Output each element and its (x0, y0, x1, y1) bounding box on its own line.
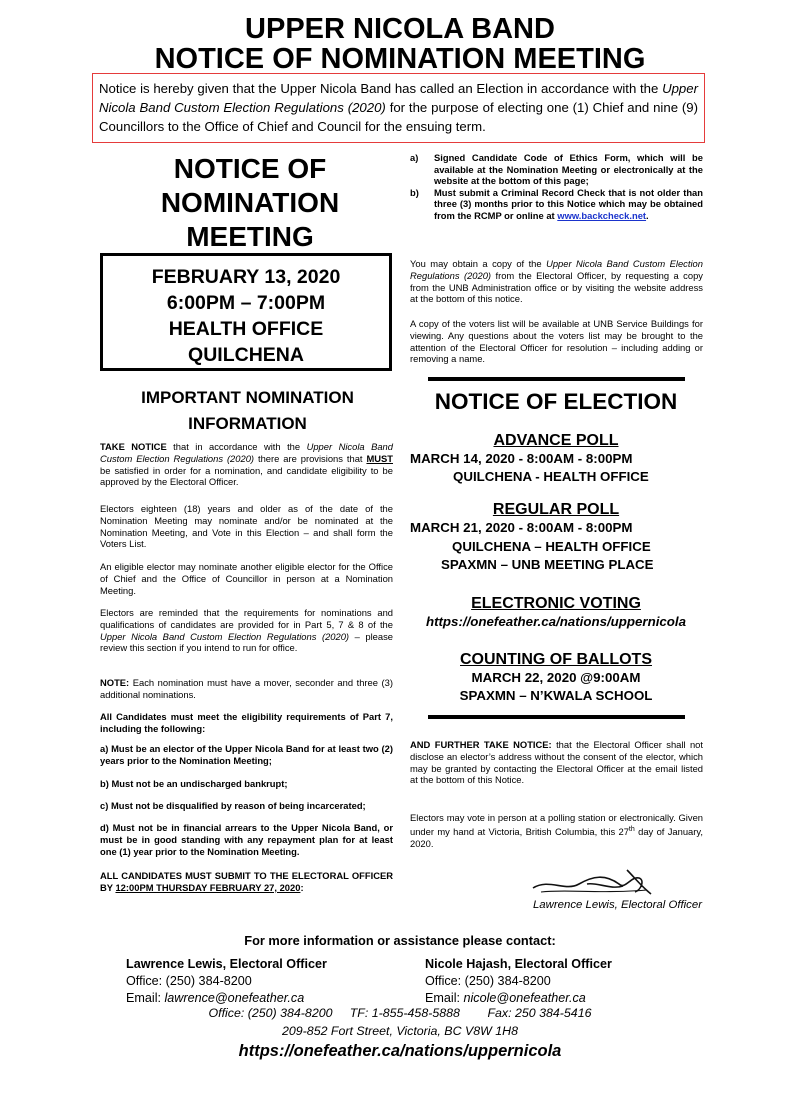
email-label: Email: (126, 991, 165, 1005)
contact-heading: For more information or assistance please contact: (244, 933, 556, 948)
vote-methods-paragraph (410, 812, 703, 850)
contact-office: Office: (250) 384-8200 (425, 974, 551, 988)
requirement-d: d) Must not be in financial arrears to the Upper Nicola Band, or must be in good standing with any repayment plan for at least one (1) year prior to the Nomination Meeting. (100, 822, 393, 857)
meeting-date: FEBRUARY 13, 2020 (151, 266, 341, 288)
regulations-title: Upper Nicola Band Custom Election Regulations (2020) (100, 630, 350, 642)
ordinal-suffix: th (628, 825, 635, 833)
submission-colon: : (300, 881, 304, 893)
important-heading-line1: IMPORTANT NOMINATION (141, 388, 354, 407)
nomination-heading-line2: NOMINATION (160, 187, 340, 218)
note-paragraph (100, 677, 393, 701)
take-notice-label: TAKE NOTICE (100, 441, 167, 452)
take-notice-text: that in accordance with the (166, 441, 307, 452)
contact-email[interactable]: lawrence@onefeather.ca (164, 991, 305, 1005)
regulations-copy-paragraph (410, 258, 703, 305)
list-item-text: Signed Candidate Code of Ethics Form, which will be available at the Nomination Meeting or electronically at the website at the bottom of this page; (434, 152, 703, 187)
regular-poll-location-1: QUILCHENA – HEALTH OFFICE (452, 539, 651, 554)
meeting-time: 6:00PM – 7:00PM (166, 292, 326, 314)
take-notice-text: be satisfied in order for a nomination, and candidate eligibility to be approved by the Electoral Officer. (100, 464, 393, 488)
requirements-text: – please review this section if you intend to run for office. (100, 630, 393, 654)
submission-requirements-list (410, 152, 703, 222)
backcheck-link[interactable]: www.backcheck.net (557, 209, 647, 221)
period: . (646, 209, 649, 221)
regulations-title: Upper Nicola Band Custom Election Regulations (2020) (410, 258, 703, 281)
must-emphasis: MUST (366, 452, 393, 464)
intro-text-part1: Notice is hereby given that the Upper Nicola Band has called an Election in accordance with the (99, 81, 659, 96)
signature-name: Lawrence Lewis, Electoral Officer (532, 899, 702, 911)
nomination-heading-line3: MEETING (186, 221, 314, 252)
section-divider (428, 377, 685, 381)
submission-deadline (100, 870, 393, 894)
document-title-line1: UPPER NICOLA BAND (245, 13, 555, 45)
take-notice-text: there are provisions that (254, 452, 367, 464)
section-divider (428, 715, 685, 719)
further-notice-label: AND FURTHER TAKE NOTICE: (410, 739, 552, 750)
signature-image (527, 864, 662, 900)
vote-methods-text: Electors may vote in person at a polling station or electronically. Given under my hand at Victoria, British Columbia, this 27 (410, 812, 703, 837)
note-text: Each nomination must have a mover, seconder and three (3) additional nominations. (100, 677, 393, 700)
requirement-a: a) Must be an elector of the Upper Nicola Band for at least two (2) years prior to the Nomination Meeting; (100, 743, 393, 766)
contact-nicole (425, 956, 612, 1007)
intro-notice-box (92, 73, 705, 143)
list-marker: a) (410, 152, 419, 163)
vote-methods-text: day of January, 2020. (410, 825, 703, 849)
requirements-paragraph (100, 607, 393, 654)
intro-text-part2: for the purpose of electing one (1) Chief and nine (9) Councillors to the Office of Chief and Council for the ensuing term. (99, 100, 698, 134)
email-label: Email: (425, 991, 464, 1005)
counting-heading: COUNTING OF BALLOTS (460, 651, 652, 668)
further-notice-text: that the Electoral Officer shall not disclose an elector’s address without the consent of the elector, which may be granted by contacting the Electoral Officer at the email listed at the bottom of this Notice. (410, 739, 703, 786)
electronic-voting-url[interactable]: https://onefeather.ca/nations/uppernicola (425, 614, 687, 629)
advance-poll-date: MARCH 14, 2020 - 8:00AM - 8:00PM (410, 451, 633, 466)
regular-poll-location-2: SPAXMN – UNB MEETING PLACE (441, 557, 654, 572)
requirements-text: Electors are reminded that the requirements for nominations and qualifications of candidates are provided for in Part 5, 7 & 8 of the (100, 607, 393, 630)
requirement-b: b) Must not be an undischarged bankrupt; (100, 778, 288, 789)
meeting-community: QUILCHENA (188, 344, 304, 366)
regulations-title: Upper Nicola Band Custom Election Regulations (2020) (100, 441, 393, 464)
note-label: NOTE: (100, 677, 130, 688)
nomination-meeting-box (100, 253, 392, 371)
copy-text: from the Electoral Officer, by requesting a copy from the UNB Administration office or by visiting the website address at the bottom of this notice. (410, 269, 703, 305)
electors-age-paragraph: Electors eighteen (18) years and older as of the date of the Nomination Meeting may nominate and/or be nominated at the Nomination Meeting, and Vote in this Election – and shall form the Voters List. (100, 503, 393, 550)
take-notice-paragraph (100, 441, 393, 488)
contact-name: Lawrence Lewis, Electoral Officer (126, 957, 327, 971)
phone-numbers: Office: (250) 384-8200 TF: 1-855-458-5888 Fax: 250 384-5416 (208, 1006, 592, 1020)
contact-name: Nicole Hajash, Electoral Officer (425, 957, 612, 971)
website-url[interactable]: https://onefeather.ca/nations/uppernicola (238, 1042, 562, 1060)
important-info-heading (100, 385, 395, 437)
important-heading-line2: INFORMATION (188, 414, 307, 433)
requirement-c: c) Must not be disqualified by reason of being incarcerated; (100, 800, 366, 811)
advance-poll-location: QUILCHENA - HEALTH OFFICE (453, 469, 649, 484)
meeting-location: HEALTH OFFICE (168, 318, 324, 340)
counting-date: MARCH 22, 2020 @9:00AM (471, 670, 641, 685)
regular-poll-date: MARCH 21, 2020 - 8:00AM - 8:00PM (410, 520, 633, 535)
contact-email[interactable]: nicole@onefeather.ca (463, 991, 586, 1005)
submission-text: ALL CANDIDATES MUST SUBMIT TO THE ELECTORAL OFFICER BY (100, 870, 393, 893)
list-item (410, 187, 703, 222)
contact-lawrence (126, 956, 327, 1007)
voters-list-paragraph: A copy of the voters list will be available at UNB Service Buildings for viewing. Any questions about the voters list may be brought to the attention of the Electoral Officer for resolution – including adding or removing a name. (410, 318, 703, 365)
intro-regulations-title: Upper Nicola Band Custom Election Regulations (2020) (99, 81, 698, 115)
list-item (410, 152, 703, 187)
counting-location: SPAXMN – N’KWALA SCHOOL (459, 688, 653, 703)
eligible-elector-paragraph: An eligible elector may nominate another eligible elector for the Office of Chief and the Office of Councillor in person at a Nomination Meeting. (100, 561, 393, 596)
list-marker: b) (410, 186, 419, 198)
document-title-line2: NOTICE OF NOMINATION MEETING (154, 43, 646, 75)
regular-poll-heading: REGULAR POLL (492, 501, 620, 518)
further-notice-paragraph (410, 739, 703, 786)
contact-office: Office: (250) 384-8200 (126, 974, 252, 988)
submission-deadline-date: 12:00PM THURSDAY FEBRUARY 27, 2020 (115, 881, 301, 893)
nomination-heading-line1: NOTICE OF (173, 153, 327, 184)
list-item-text (434, 187, 703, 222)
criminal-check-text: Must submit a Criminal Record Check that is not older than three (3) months prior to this Notice which may be obtained from the RCMP or online at (434, 186, 703, 221)
office-address: 209-852 Fort Street, Victoria, BC V8W 1H8 (282, 1024, 518, 1038)
election-heading: NOTICE OF ELECTION (434, 389, 678, 414)
advance-poll-heading: ADVANCE POLL (493, 432, 619, 449)
copy-text: You may obtain a copy of the (410, 258, 547, 269)
candidate-eligibility-paragraph: All Candidates must meet the eligibility requirements of Part 7, including the following: (100, 711, 393, 734)
electronic-voting-heading: ELECTRONIC VOTING (471, 595, 641, 612)
